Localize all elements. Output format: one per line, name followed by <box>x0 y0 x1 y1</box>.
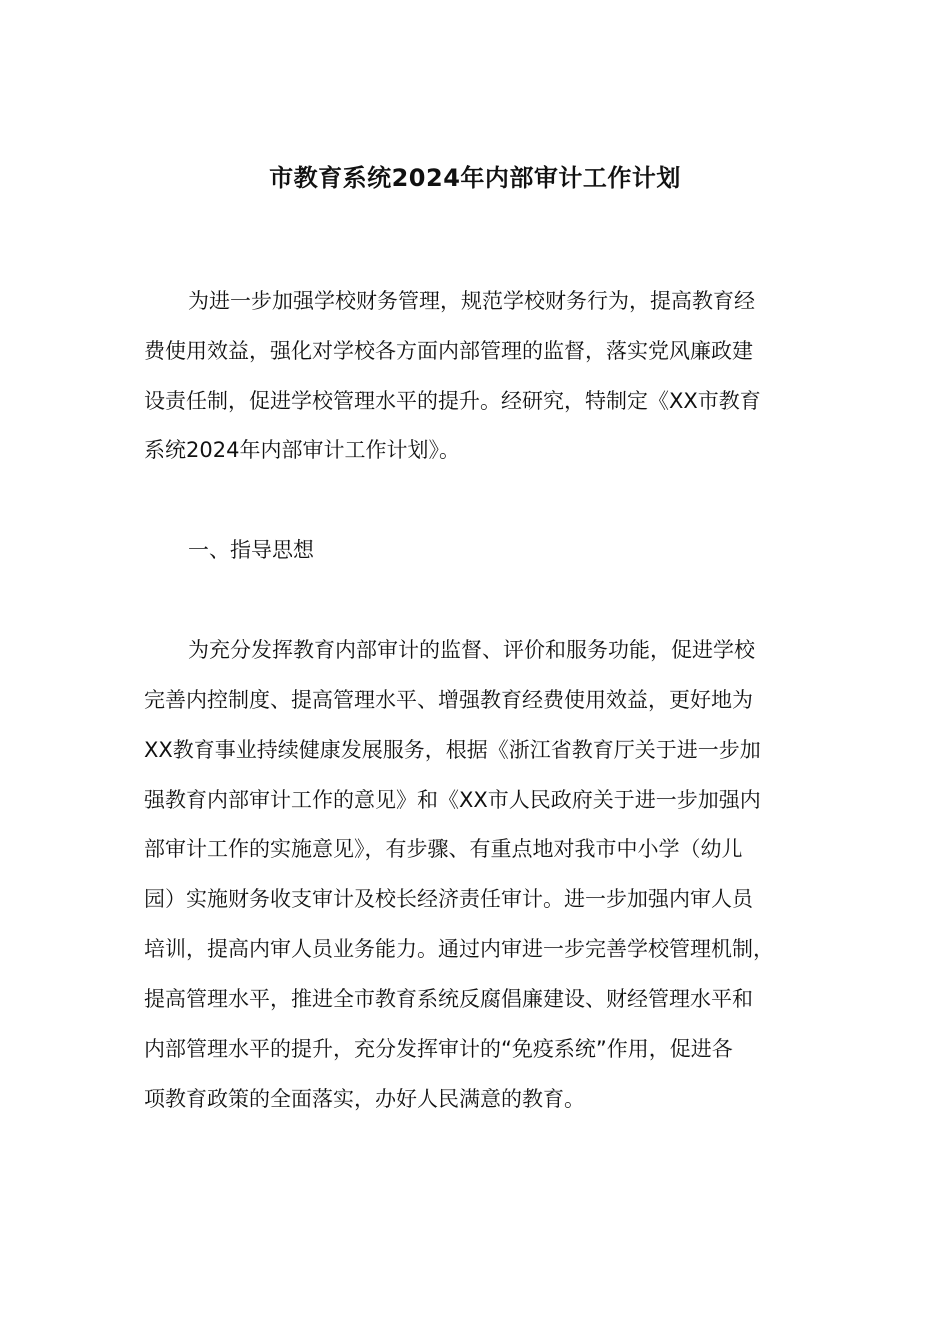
section-heading-guiding-ideology: 一、指导思想 <box>188 538 314 562</box>
section1-line-1: 为充分发挥教育内部审计的监督、评价和服务功能，促进学校 <box>188 638 755 662</box>
intro-line-2: 费使用效益，强化对学校各方面内部管理的监督，落实党风廉政建 <box>144 339 753 363</box>
intro-line-1: 为进一步加强学校财务管理，规范学校财务行为，提高教育经 <box>188 289 755 313</box>
section1-line-9: 内部管理水平的提升，充分发挥审计的“免疫系统”作用，促进各 <box>144 1037 733 1061</box>
intro-line-3: 设责任制，促进学校管理水平的提升。经研究，特制定《XX市教育 <box>144 389 761 413</box>
intro-line-4: 系统2024年内部审计工作计划》。 <box>144 438 460 462</box>
section1-line-2: 完善内控制度、提高管理水平、增强教育经费使用效益，更好地为 <box>144 688 753 712</box>
section1-line-4: 强教育内部审计工作的意见》和《XX市人民政府关于进一步加强内 <box>144 788 761 812</box>
section1-line-7: 培训，提高内审人员业务能力。通过内审进一步完善学校管理机制， <box>144 937 774 961</box>
section1-line-3: XX教育事业持续健康发展服务，根据《浙江省教育厅关于进一步加 <box>144 738 761 762</box>
section1-line-8: 提高管理水平，推进全市教育系统反腐倡廉建设、财经管理水平和 <box>144 987 753 1011</box>
section1-line-5: 部审计工作的实施意见》，有步骤、有重点地对我市中小学（幼儿 <box>144 837 743 861</box>
document-title: 市教育系统2024年内部审计工作计划 <box>269 164 681 192</box>
section1-line-10: 项教育政策的全面落实，办好人民满意的教育。 <box>144 1087 585 1111</box>
section1-line-6: 园）实施财务收支审计及校长经济责任审计。进一步加强内审人员 <box>144 887 753 911</box>
